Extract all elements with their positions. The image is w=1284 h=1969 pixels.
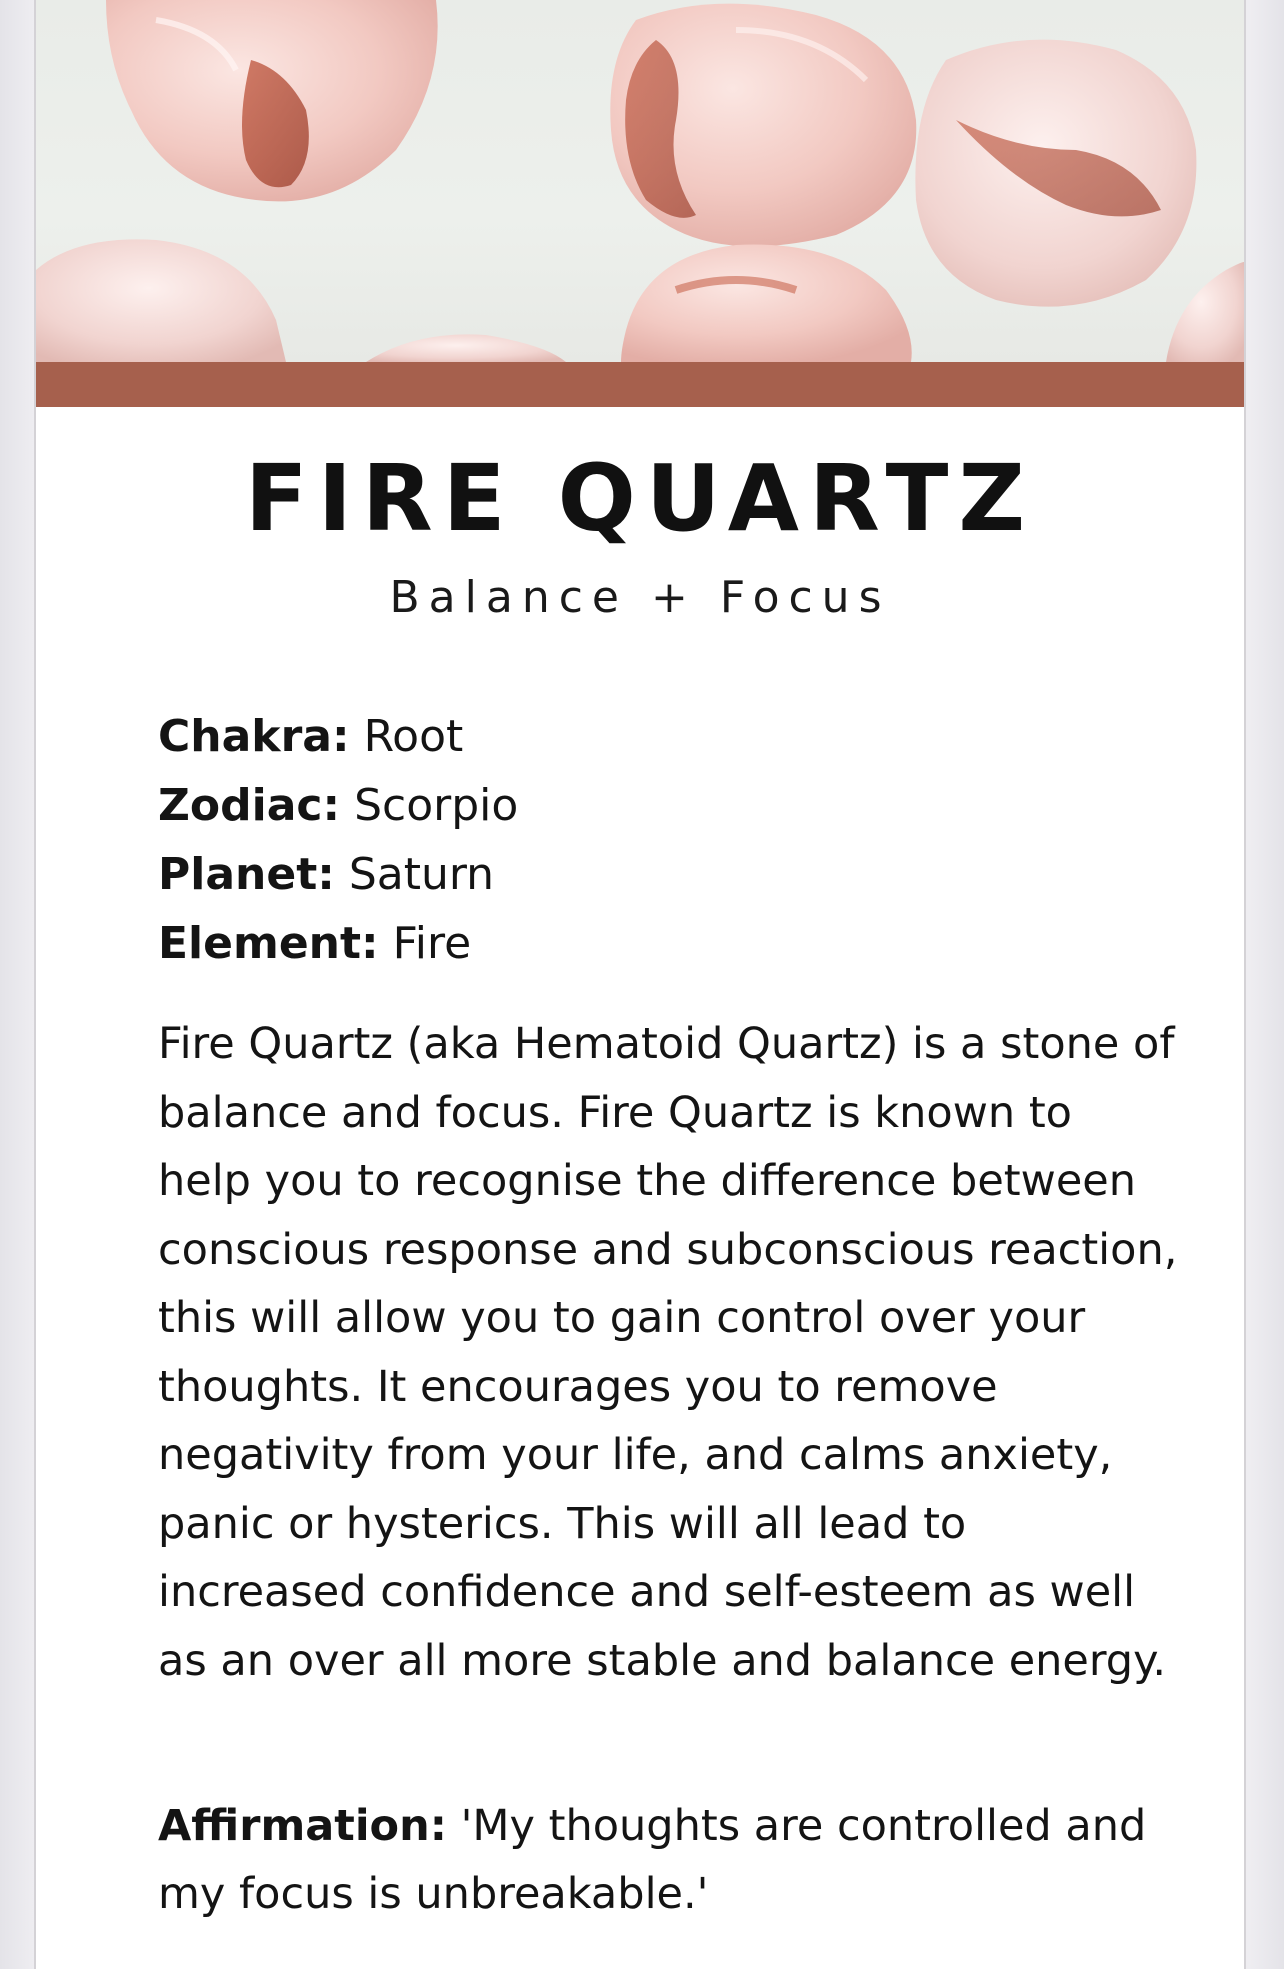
- attribute-value: Saturn: [348, 849, 495, 900]
- hero-image-fire-quartz-stones: [36, 0, 1244, 362]
- attribute-key: Chakra:: [158, 711, 350, 762]
- attribute-row-planet: [158, 840, 1158, 909]
- stone-top-left: [106, 0, 438, 201]
- affirmation-paragraph: [158, 1792, 1178, 1928]
- stone-small-center: [366, 334, 566, 362]
- attribute-row-chakra: [158, 702, 1158, 771]
- crystal-card: [34, 0, 1246, 1969]
- stone-top-center: [610, 4, 916, 247]
- stone-far-right: [1166, 262, 1244, 362]
- page-subtitle: Balance + Focus: [389, 572, 891, 623]
- attribute-row-element: [158, 909, 1158, 978]
- attribute-row-zodiac: [158, 771, 1158, 840]
- stone-bottom-left: [36, 239, 286, 362]
- affirmation-label: Affirmation:: [158, 1801, 447, 1851]
- stone-right: [915, 40, 1196, 307]
- stones-illustration: [36, 0, 1244, 362]
- description-paragraph: Fire Quartz (aka Hematoid Quartz) is a stone of balance and focus. Fire Quartz is known to help you to recognise the difference between conscious response and subconscious reaction, this will allow you to gain control over your thoughts. It encourages you to remove negativity from your life, and calms anxiety, panic or hysterics. This will all lead to increased confidence and self-esteem as well as an over all more stable and balance energy.: [158, 1019, 1178, 1686]
- page-title: FIRE QUARTZ: [244, 445, 1036, 552]
- accent-band: [36, 362, 1244, 407]
- attribute-value: Scorpio: [354, 780, 519, 831]
- attribute-key: Planet:: [158, 849, 335, 900]
- attribute-value: Root: [363, 711, 464, 762]
- attributes-list: [158, 702, 1158, 978]
- attribute-value: Fire: [392, 918, 472, 969]
- attribute-key: Element:: [158, 918, 379, 969]
- stone-bottom-center: [621, 245, 912, 362]
- attribute-key: Zodiac:: [158, 780, 341, 831]
- affirmation-text: 'My thoughts are controlled and my focus is unbreakable.': [158, 1801, 1147, 1919]
